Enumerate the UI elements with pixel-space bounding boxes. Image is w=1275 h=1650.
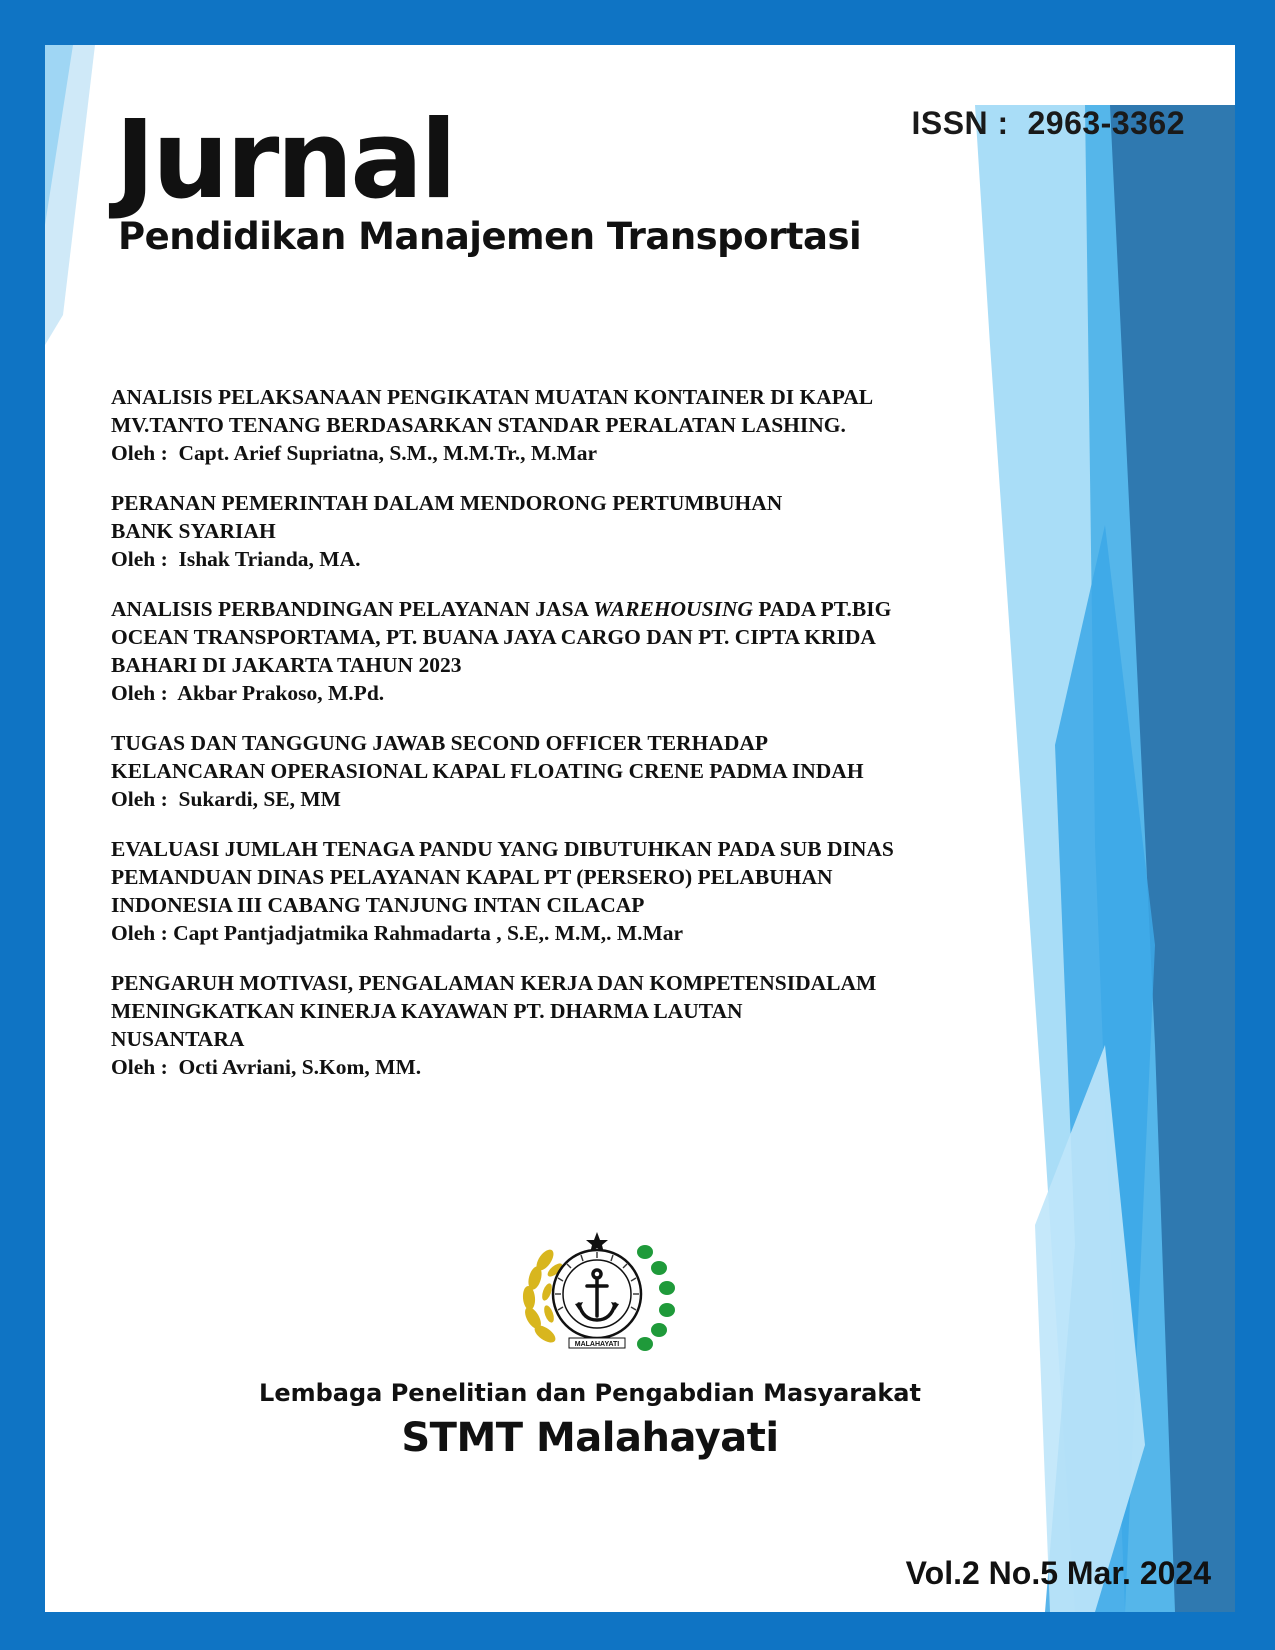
journal-subtitle: Pendidikan Manajemen Transportasi [118,215,862,258]
article-author: Oleh : Octi Avriani, S.Kom, MM. [111,1055,422,1079]
article-title [111,595,1051,679]
article-author: Oleh : Ishak Trianda, MA. [111,547,361,571]
article-title: PENGARUH MOTIVASI, PENGALAMAN KERJA DAN KOMPETENSIDALAM MENINGKATKAN KINERJA KAYAWAN PT. DHARMA LAUTAN NUSANTARA [111,971,877,1051]
institution-line1: Lembaga Penelitian dan Pengabdian Masyarakat [259,1379,921,1407]
logo-caption: MALAHAYATI [574,1341,620,1348]
anchor-emblem-icon [517,1230,677,1360]
article-title: ANALISIS PELAKSANAAN PENGIKATAN MUATAN KONTAINER DI KAPAL MV.TANTO TENANG BERDASARKAN STANDAR PERALATAN LASHING. [111,385,874,437]
article-author: Oleh : Capt Pantjadjatmika Rahmadarta , S.E,. M.M,. M.Mar [111,921,684,945]
institution-name: STMT Malahayati [401,1415,779,1461]
volume-label: Vol.2 No.5 Mar. 2024 [905,1555,1211,1591]
article-list [111,383,1051,1103]
article-title-italic: WAREHOUSING [593,597,753,621]
article-author: Oleh : Sukardi, SE, MM [111,787,341,811]
article-item [111,489,1051,573]
article-item [111,595,1051,707]
article-item [111,729,1051,813]
article-item [111,835,1051,947]
issn-label: ISSN : 2963-3362 [911,105,1185,141]
article-title: TUGAS DAN TANGGUNG JAWAB SECOND OFFICER TERHADAP KELANCARAN OPERASIONAL KAPAL FLOATING CRENE PADMA INDAH [111,731,864,783]
article-title: EVALUASI JUMLAH TENAGA PANDU YANG DIBUTUHKAN PADA SUB DINAS PEMANDUAN DINAS PELAYANAN KAPAL PT (PERSERO) PELABUHAN INDONESIA III CABANG TANJUNG INTAN CILACAP [111,837,894,917]
article-title-part: PADA PT.BIG OCEAN TRANSPORTAMA, PT. BUANA JAYA CARGO DAN PT. CIPTA KRIDA BAHARI DI JAKARTA TAHUN 2023 [111,597,892,677]
article-title-part: ANALISIS PERBANDINGAN PELAYANAN JASA [111,597,594,621]
article-item [111,969,1051,1081]
article-item [111,383,1051,467]
journal-title: Jurnal [115,98,455,223]
article-title: PERANAN PEMERINTAH DALAM MENDORONG PERTUMBUHAN BANK SYARIAH [111,491,783,543]
article-author: Oleh : Capt. Arief Supriatna, S.M., M.M.Tr., M.Mar [111,441,598,465]
article-author: Oleh : Akbar Prakoso, M.Pd. [111,681,385,705]
